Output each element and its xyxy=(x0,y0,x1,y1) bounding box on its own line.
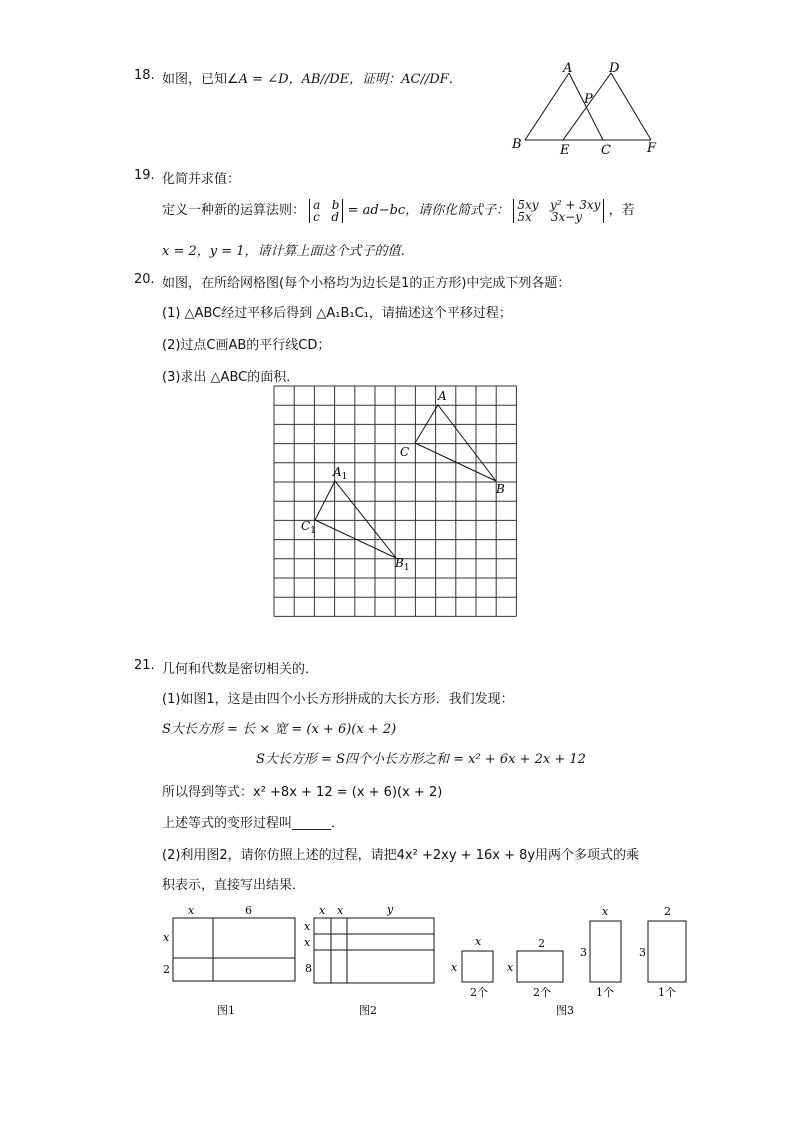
q20-title: 如图，在所给网格图(每个小格均为边长是1的正方形)中完成下列各题： xyxy=(162,276,571,291)
q20-p1: (1) △ABC经过平移后得到 △A₁B₁C₁，请描述这个平移过程； xyxy=(162,306,512,321)
fig3-s2-top: 2 xyxy=(538,937,545,950)
q19-det2 xyxy=(513,199,604,223)
fig2-top-y: y xyxy=(387,903,394,916)
q21-p2-a: (2)利用图2，请你仿照上述的过程，请把4x² +2xy + 16x + 8y用两个多项式的乘 xyxy=(162,848,640,863)
det1-c: c xyxy=(313,209,320,224)
q20-number: 20. xyxy=(134,272,155,287)
fig3-rect-23 xyxy=(648,921,686,982)
q21-fig3 xyxy=(445,900,695,1020)
det1-a: a xyxy=(313,197,321,212)
q20-p3: (3)求出 △ABC的面积． xyxy=(162,370,300,385)
fig3-square xyxy=(462,951,493,982)
fig3-s4-count: 1个 xyxy=(658,986,676,999)
fig2-top-x2: x xyxy=(337,904,344,917)
grid-label-c1-sub: 1 xyxy=(310,526,316,536)
q18-label-c: C xyxy=(601,143,611,158)
q18-label-d: D xyxy=(609,61,620,76)
q18-number: 18. xyxy=(134,68,155,83)
det1-d: d xyxy=(331,209,340,224)
q21-fig2 xyxy=(300,900,440,1020)
q21-eq1: S大长方形 = 长 × 宽 = (x + 6)(x + 2) xyxy=(162,722,397,737)
grid-label-b1-letter: B xyxy=(395,556,404,570)
det2-br: 3x−y xyxy=(550,209,583,224)
q19-title: 化简并求值： xyxy=(162,172,241,187)
fig1-left-2: 2 xyxy=(163,963,170,976)
fig3-s3-left: 3 xyxy=(580,946,587,959)
det1-b: b xyxy=(331,197,340,212)
fig3-s3-top: x xyxy=(602,905,609,918)
q21-title: 几何和代数是密切相关的． xyxy=(162,662,319,677)
grid-label-a: A xyxy=(438,389,447,403)
grid-label-c: C xyxy=(400,445,410,459)
fig3-s4-left: 3 xyxy=(639,946,646,959)
grid-label-b: B xyxy=(496,482,505,496)
det2-tr: y² + 3xy xyxy=(549,197,601,212)
fig1-top-6: 6 xyxy=(245,904,252,917)
fig3-s3-count: 1个 xyxy=(596,986,614,999)
fig3-s1-left: x xyxy=(451,961,458,974)
grid-label-a1-sub: 1 xyxy=(341,472,348,482)
grid-label-c1-letter: C xyxy=(301,519,311,533)
fig3-s4-top: 2 xyxy=(664,905,671,918)
fig3-s1-count: 2个 xyxy=(470,986,488,999)
q18-figure xyxy=(505,58,675,158)
q18-text xyxy=(162,68,462,87)
fig2-caption: 图2 xyxy=(359,1004,377,1017)
fig1-left-x: x xyxy=(163,931,170,944)
q21-number: 21. xyxy=(134,658,155,673)
q18-label-a: A xyxy=(563,61,573,76)
fig2-left-x2: x xyxy=(304,936,311,949)
q18-label-f: F xyxy=(647,141,657,156)
q18-text-b: A = ∠D，AB//DE，证明：AC//DF． xyxy=(238,72,462,87)
fig3-s2-count: 2个 xyxy=(533,986,551,999)
q18-label-p: P xyxy=(584,92,593,107)
q19-line1 xyxy=(162,198,635,224)
q20-grid-figure xyxy=(270,383,522,619)
q21-p1: (1)如图1，这是由四个小长方形拼成的大长方形．我们发现： xyxy=(162,692,514,707)
fig2-top-x1: x xyxy=(319,904,326,917)
q19-line2: x = 2，y = 1，请计算上面这个式子的值． xyxy=(162,244,414,259)
q21-blank-line: 上述等式的变形过程叫______． xyxy=(162,816,345,831)
q19-number: 19. xyxy=(134,168,155,183)
q18-text-a: 如图，已知∠ xyxy=(162,72,239,87)
fig3-rect-x3 xyxy=(590,921,621,982)
q21-eq2: S大长方形 = S四个小长方形之和 = x² + 6x + 2x + 12 xyxy=(256,752,586,767)
fig2-left-x1: x xyxy=(304,920,311,933)
q21-eq3: 所以得到等式：x² +8x + 12 = (x + 6)(x + 2) xyxy=(162,785,443,800)
fig1-top-x: x xyxy=(188,904,195,917)
fig3-rect-x2 xyxy=(517,951,563,982)
fig3-s1-top: x xyxy=(475,935,482,948)
det2-bl: 5x xyxy=(517,209,532,224)
fig1-caption: 图1 xyxy=(217,1004,235,1017)
grid-label-b1-sub: 1 xyxy=(403,563,410,573)
q19-det1 xyxy=(309,199,343,223)
q20-p2: (2)过点C画AB的平行线CD； xyxy=(162,338,331,353)
fig2-left-8: 8 xyxy=(305,962,312,975)
q19-line1-c: ，若 xyxy=(608,203,635,218)
q21-fig1 xyxy=(155,900,300,1020)
fig3-caption: 图3 xyxy=(556,1004,574,1017)
grid-label-a1-letter: A xyxy=(333,465,342,479)
q19-line1-b: = ad−bc，请你化简式子： xyxy=(347,203,510,218)
det2-tl: 5xy xyxy=(517,197,539,212)
triangle-a1b1c1 xyxy=(315,481,396,558)
q21-p2-b: 积表示，直接写出结果． xyxy=(162,878,306,893)
fig3-s2-left: x xyxy=(507,961,514,974)
q18-label-b: B xyxy=(512,137,522,152)
q18-label-e: E xyxy=(560,143,570,158)
q19-line1-a: 定义一种新的运算法则： xyxy=(162,203,306,218)
grid-label-c1 xyxy=(301,519,316,536)
